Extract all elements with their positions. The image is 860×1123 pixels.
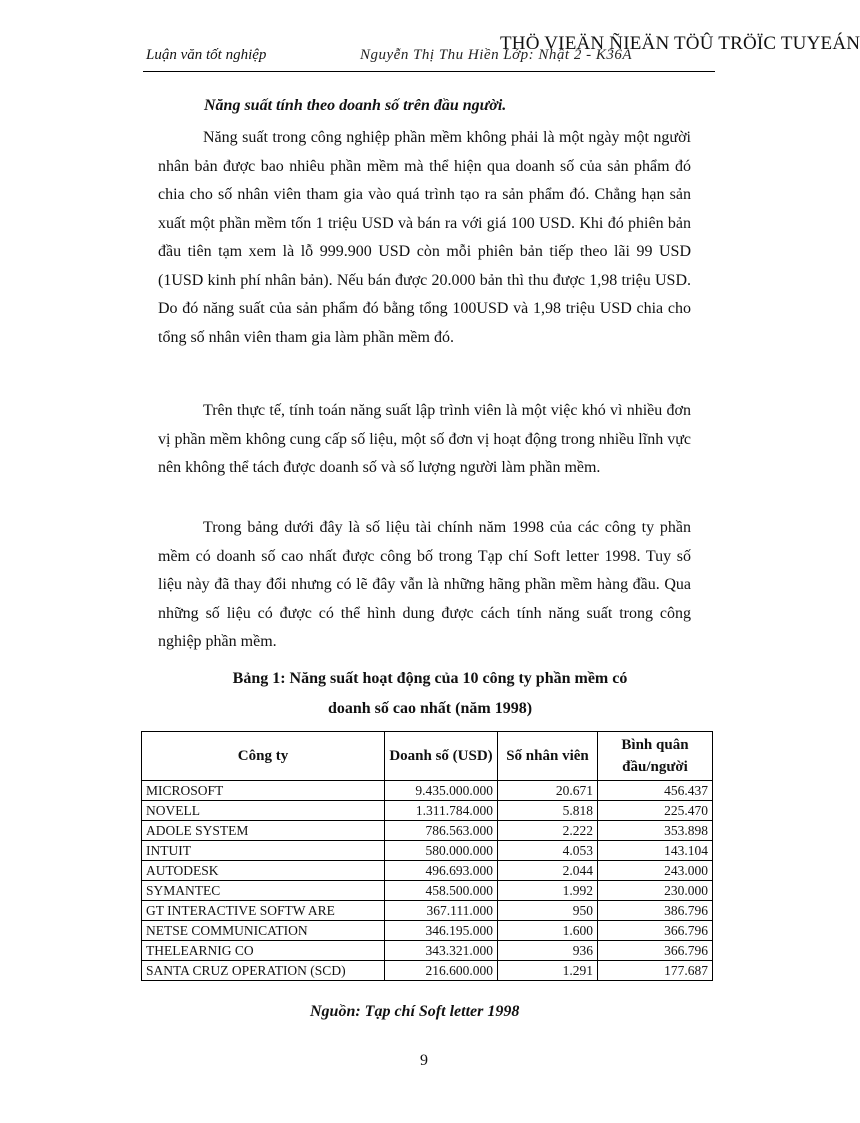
header-author-class: Nguyễn Thị Thu Hiền Lớp: Nhật 2 - K36A	[360, 47, 633, 63]
table-row	[142, 961, 713, 981]
table-row	[142, 901, 713, 921]
cell-company: GT INTERACTIVE SOFTW ARE	[142, 901, 385, 921]
cell-company: NOVELL	[142, 801, 385, 821]
cell-per-capita: 230.000	[598, 881, 713, 901]
table-caption	[170, 664, 690, 724]
header-per-capita: Bình quân đầu/người	[598, 732, 713, 781]
cell-employees: 2.044	[498, 861, 598, 881]
table-row	[142, 941, 713, 961]
cell-company: ADOLE SYSTEM	[142, 821, 385, 841]
library-watermark: THÖ VIEÄN ÑIEÄN TÖÛ TRÖÏC TUYEÁN	[500, 33, 860, 54]
cell-per-capita: 177.687	[598, 961, 713, 981]
paragraph-1: Năng suất trong công nghiệp phần mềm không phải là một ngày một người nhân bản được bao nhiêu phần mềm mà thể hiện qua doanh số của sản phẩm đó chia cho số nhân viên tham gia vào quá trình tạo ra sản phẩm đó. Chẳng hạn sản xuất một phần mềm tốn 1 triệu USD và bán ra với giá 100 USD. Khi đó phiên bản đầu tiên tạm xem là lỗ 999.900 USD còn mỗi phiên bản tiếp theo lãi 99 USD (1USD kinh phí nhân bản). Nếu bán được 20.000 bản thì thu được 1,98 triệu USD. Do đó năng suất của sản phẩm đó bằng tổng 100USD và 1,98 triệu USD chia cho tổng số nhân viên tham gia làm phần mềm đó.	[158, 129, 691, 346]
cell-company: INTUIT	[142, 841, 385, 861]
cell-per-capita: 353.898	[598, 821, 713, 841]
cell-per-capita: 366.796	[598, 941, 713, 961]
cell-employees: 1.291	[498, 961, 598, 981]
table-header-row	[142, 732, 713, 781]
cell-company: SANTA CRUZ OPERATION (SCD)	[142, 961, 385, 981]
cell-revenue: 458.500.000	[385, 881, 498, 901]
table-row	[142, 781, 713, 801]
cell-revenue: 367.111.000	[385, 901, 498, 921]
cell-company: SYMANTEC	[142, 881, 385, 901]
cell-employees: 950	[498, 901, 598, 921]
table-row	[142, 861, 713, 881]
cell-per-capita: 143.104	[598, 841, 713, 861]
header-revenue: Doanh số (USD)	[385, 732, 498, 781]
cell-employees: 1.992	[498, 881, 598, 901]
cell-per-capita: 225.470	[598, 801, 713, 821]
table-row	[142, 821, 713, 841]
cell-company: AUTODESK	[142, 861, 385, 881]
cell-employees: 2.222	[498, 821, 598, 841]
cell-company: NETSE COMMUNICATION	[142, 921, 385, 941]
paragraph-3: Trong bảng dưới đây là số liệu tài chính năm 1998 của các công ty phần mềm có doanh số cao nhất được công bố trong Tạp chí Soft letter 1998. Tuy số liệu này đã thay đổi nhưng có lẽ đây vẫn là những hãng phần mềm hàng đầu. Qua những số liệu có được có thể hình dung được cách tính năng suất trong công nghiệp phần mềm.	[158, 519, 691, 650]
paragraph-2: Trên thực tế, tính toán năng suất lập trình viên là một việc khó vì nhiều đơn vị phần mềm không cung cấp số liệu, một số đơn vị hoạt động trong nhiều lĩnh vực nên không thể tách được doanh số và số lượng người làm phần mềm.	[158, 402, 691, 476]
cell-employees: 1.600	[498, 921, 598, 941]
header-divider	[143, 71, 715, 72]
cell-company: MICROSOFT	[142, 781, 385, 801]
cell-employees: 4.053	[498, 841, 598, 861]
table-caption-line-2: doanh số cao nhất (năm 1998)	[327, 700, 533, 717]
table-source: Nguồn: Tạp chí Soft letter 1998	[310, 1003, 520, 1020]
cell-revenue: 346.195.000	[385, 921, 498, 941]
cell-per-capita: 386.796	[598, 901, 713, 921]
cell-employees: 936	[498, 941, 598, 961]
page-number: 9	[420, 1052, 428, 1069]
table-row	[142, 801, 713, 821]
cell-revenue: 1.311.784.000	[385, 801, 498, 821]
cell-employees: 5.818	[498, 801, 598, 821]
cell-revenue: 9.435.000.000	[385, 781, 498, 801]
cell-per-capita: 456.437	[598, 781, 713, 801]
productivity-table	[141, 731, 713, 981]
table-caption-line-1: Bảng 1: Năng suất hoạt động của 10 công ty phần mềm có	[232, 670, 628, 687]
cell-per-capita: 243.000	[598, 861, 713, 881]
cell-revenue: 786.563.000	[385, 821, 498, 841]
cell-company: THELEARNIG CO	[142, 941, 385, 961]
header-employees: Số nhân viên	[498, 732, 598, 781]
header-company: Công ty	[142, 732, 385, 781]
table-row	[142, 841, 713, 861]
table-row	[142, 881, 713, 901]
section-heading: Năng suất tính theo doanh số trên đầu người.	[204, 97, 507, 114]
cell-revenue: 496.693.000	[385, 861, 498, 881]
cell-revenue: 216.600.000	[385, 961, 498, 981]
cell-per-capita: 366.796	[598, 921, 713, 941]
cell-employees: 20.671	[498, 781, 598, 801]
header-left-title: Luận văn tốt nghiệp	[146, 47, 267, 63]
cell-revenue: 343.321.000	[385, 941, 498, 961]
cell-revenue: 580.000.000	[385, 841, 498, 861]
table-row	[142, 921, 713, 941]
